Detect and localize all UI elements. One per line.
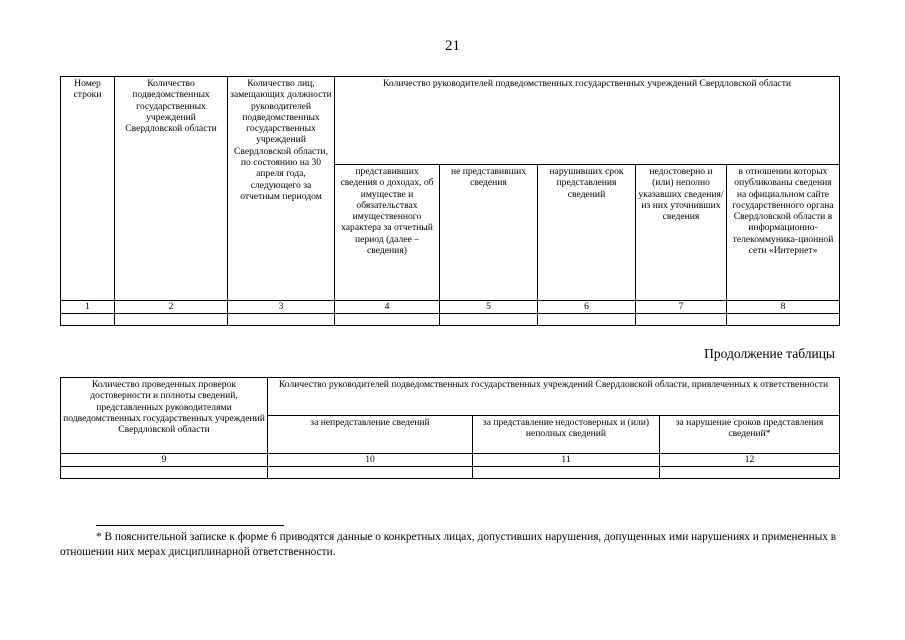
- header-deadline-violation: за нарушение сроков представления сведений*: [660, 416, 840, 454]
- header-inaccurate-submission: за представление недостоверных и (или) неполных сведений: [473, 416, 660, 454]
- header-submitted-info: представивших сведения о доходах, об имуществе и обязательствах имущественного характера за отчетный период (далее – сведения): [335, 165, 440, 301]
- empty-data-row: [61, 314, 840, 326]
- header-managers-count: Количество лиц, замещающих должности руководителей подведомственных государственных учреждений Свердловской области, по состоянию на 30 апреля года, следующего за отчетным периодом: [228, 77, 335, 301]
- column-number: 7: [636, 301, 727, 314]
- empty-cell[interactable]: [228, 314, 335, 326]
- column-number: 11: [473, 454, 660, 467]
- header-non-submission: за непредставление сведений: [268, 416, 473, 454]
- header-not-submitted: не представивших сведения: [440, 165, 538, 301]
- continuation-title: Продолжение таблицы: [704, 346, 835, 361]
- empty-cell[interactable]: [115, 314, 228, 326]
- column-numbers-row: [61, 454, 840, 467]
- report-table-main: [60, 76, 840, 326]
- column-number: 4: [335, 301, 440, 314]
- header-managers-group: Количество руководителей подведомственных государственных учреждений Свердловской области: [335, 77, 840, 165]
- empty-cell[interactable]: [61, 314, 115, 326]
- empty-data-row: [61, 467, 840, 479]
- column-numbers-row: [61, 301, 840, 314]
- footnote-divider: [96, 525, 284, 526]
- report-table-continuation: [60, 377, 840, 479]
- header-checks-count: Количество проведенных проверок достоверности и полноты сведений, представленных руководителями подведомственных государственных учреждений Свердловской области: [61, 378, 268, 454]
- header-liability-group: Количество руководителей подведомственных государственных учреждений Свердловской области, привлеченных к ответственности: [268, 378, 840, 416]
- column-number: 2: [115, 301, 228, 314]
- column-number: 9: [61, 454, 268, 467]
- empty-cell[interactable]: [335, 314, 440, 326]
- column-number: 3: [228, 301, 335, 314]
- page-number: 21: [445, 38, 460, 54]
- column-number: 8: [727, 301, 840, 314]
- footnote: * В пояснительной записке к форме 6 приводятся данные о конкретных лицах, допустивших нарушения, допущенных ими нарушениях и примененных в отношении них мерах дисциплинарной ответственности.: [60, 531, 837, 558]
- header-inaccurate-info: недостоверно и (или) неполно указавших сведения/ из них уточнивших сведения: [636, 165, 727, 301]
- empty-cell[interactable]: [61, 467, 268, 479]
- empty-cell[interactable]: [538, 314, 636, 326]
- column-number: 1: [61, 301, 115, 314]
- column-number: 6: [538, 301, 636, 314]
- empty-cell[interactable]: [473, 467, 660, 479]
- empty-cell[interactable]: [268, 467, 473, 479]
- empty-cell[interactable]: [440, 314, 538, 326]
- empty-cell[interactable]: [636, 314, 727, 326]
- header-published-info: в отношении которых опубликованы сведения на официальном сайте государственного органа Свердловской области в информационно-телекоммуника-ционной сети «Интернет»: [727, 165, 840, 301]
- empty-cell[interactable]: [660, 467, 840, 479]
- header-late-submission: нарушивших срок представления сведений: [538, 165, 636, 301]
- column-number: 5: [440, 301, 538, 314]
- column-number: 12: [660, 454, 840, 467]
- header-institutions-count: Количество подведомственных государственных учреждений Свердловской области: [115, 77, 228, 301]
- header-row-number: Номер строки: [61, 77, 115, 301]
- column-number: 10: [268, 454, 473, 467]
- empty-cell[interactable]: [727, 314, 840, 326]
